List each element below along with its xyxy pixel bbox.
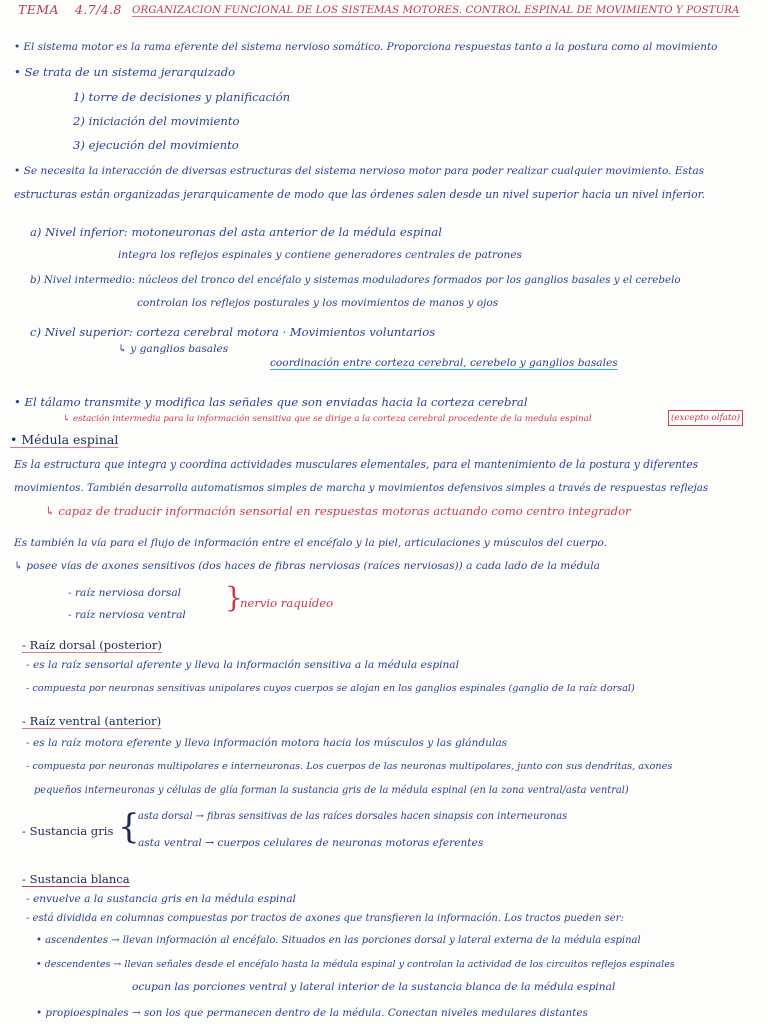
brace-gris: { xyxy=(118,807,140,847)
intro-line-2: • Se trata de un sistema jerarquizado xyxy=(14,65,236,79)
thalamus-note: (excepto olfato) xyxy=(668,410,743,426)
medula-paragraph-1: Es la estructura que integra y coordina actividades musculares elementales, para el mantenimiento de la postura y diferentes xyxy=(14,458,699,471)
blanca-propioespinales: • propioespinales → son los que permanecen dentro de la médula. Conectan niveles medulares distantes xyxy=(36,1007,588,1019)
blanca-line-1: - envuelve a la sustancia gris en la médula espinal xyxy=(26,893,296,905)
thalamus-detail: ↳ estación intermedia para la información sensitiva que se dirige a la corteza cerebral procedente de la medula espinal xyxy=(63,414,592,424)
level-superior-ganglia: ↳ y ganglios basales xyxy=(118,343,229,355)
dorsal-line-2: - compuesta por neuronas sensitivas unipolares cuyos cuerpos se alojan en los ganglios espinales (ganglio de la raíz dorsal) xyxy=(26,683,635,694)
thalamus-line: • El tálamo transmite y modifica las señales que son enviadas hacia la corteza cerebral xyxy=(14,395,528,409)
blanca-line-2: - está dividida en columnas compuestas por tractos de axones que transfieren la información. Los tractos pueden ser: xyxy=(26,913,624,924)
intro-item-3: 3) ejecución del movimiento xyxy=(73,138,239,152)
level-superior-coordination: coordinación entre corteza cerebral, cerebelo y ganglios basales xyxy=(270,357,618,369)
medula-pathway: Es también la vía para el flujo de información entre el encéfalo y la piel, articulaciones y músculos del cuerpo. xyxy=(14,537,607,549)
gris-asta-dorsal: asta dorsal → fibras sensitivas de las raíces dorsales hacen sinapsis con interneuronas xyxy=(138,811,568,822)
level-intermedio-detail: controlan los reflejos posturales y los movimientos de manos y ojos xyxy=(137,297,499,309)
medula-paragraph-2: movimientos. También desarrolla automatismos simples de marcha y movimientos defensivos simples a través de respuestas reflejas xyxy=(14,482,709,494)
intro-paragraph-2: estructuras están organizadas jerarquicamente de modo que las órdenes salen desde un nivel superior hacia un nivel inferior. xyxy=(14,188,706,201)
intro-line-1: • El sistema motor es la rama eferente del sistema nervioso somático. Proporciona respuestas tanto a la postura como al movimiento xyxy=(14,41,718,53)
nervio-raquideo: nervio raquídeo xyxy=(240,596,334,610)
blanca-descendentes: • descendentes → llevan señales desde el encéfalo hasta la médula espinal y controlan la actividad de los circuitos reflejos espinales xyxy=(36,959,675,970)
dorsal-heading: - Raíz dorsal (posterior) xyxy=(22,638,162,652)
intro-item-1: 1) torre de decisiones y planificación xyxy=(73,90,291,104)
level-inferior-detail: integra los reflejos espinales y contiene generadores centrales de patrones xyxy=(118,249,522,261)
blanca-ascendentes: • ascendentes → llevan información al encéfalo. Situados en las porciones dorsal y lateral externa de la médula espinal xyxy=(36,935,641,946)
title-numbers: 4.7/4.8 xyxy=(75,2,122,17)
level-superior: c) Nivel superior: corteza cerebral motora · Movimientos voluntarios xyxy=(30,325,436,339)
title-tema: TEMA xyxy=(18,2,59,17)
level-intermedio: b) Nivel intermedio: núcleos del tronco del encéfalo y sistemas moduladores formados por los ganglios basales y el cerebelo xyxy=(30,274,681,286)
root-ventral-item: - raíz nerviosa ventral xyxy=(68,609,186,621)
ventral-heading: - Raíz ventral (anterior) xyxy=(22,714,162,728)
blanca-heading: - Sustancia blanca xyxy=(22,872,130,886)
brace-nervio: } xyxy=(225,581,243,614)
level-inferior: a) Nivel inferior: motoneuronas del asta anterior de la médula espinal xyxy=(30,225,442,239)
intro-item-2: 2) iniciación del movimiento xyxy=(73,114,240,128)
medula-heading: • Médula espinal xyxy=(10,432,119,447)
intro-paragraph-1: • Se necesita la interacción de diversas estructuras del sistema nervioso motor para poder realizar cualquier movimiento. Estas xyxy=(14,165,705,177)
page-title: ORGANIZACION FUNCIONAL DE LOS SISTEMAS MOTORES. CONTROL ESPINAL DE MOVIMIENTO Y POSTURA xyxy=(132,5,740,16)
gris-label: - Sustancia gris xyxy=(22,824,114,838)
medula-roots: ↳ posee vías de axones sensitivos (dos haces de fibras nerviosas (raíces nerviosas)) a cada lado de la médula xyxy=(14,560,600,572)
ventral-line-1: - es la raíz motora eferente y lleva información motora hacia los músculos y las glándulas xyxy=(26,737,508,749)
dorsal-line-1: - es la raíz sensorial aferente y lleva la información sensitiva a la médula espinal xyxy=(26,659,460,671)
blanca-descendentes-detail: ocupan las porciones ventral y lateral interior de la sustancia blanca de la médula espinal xyxy=(132,981,616,993)
gris-asta-ventral: asta ventral → cuerpos celulares de neuronas motoras eferentes xyxy=(138,837,484,849)
ventral-line-3: pequeños interneuronas y células de glía forman la sustancia gris de la médula espinal (en la zona ventral/asta ventral) xyxy=(34,785,629,796)
medula-integrator: ↳ capaz de traducir información sensorial en respuestas motoras actuando como centro integrador xyxy=(45,504,631,518)
root-dorsal-item: - raíz nerviosa dorsal xyxy=(68,587,182,599)
ventral-line-2: - compuesta por neuronas multipolares e interneuronas. Los cuerpos de las neuronas multipolares, junto con sus dendritas, axones xyxy=(26,761,673,772)
